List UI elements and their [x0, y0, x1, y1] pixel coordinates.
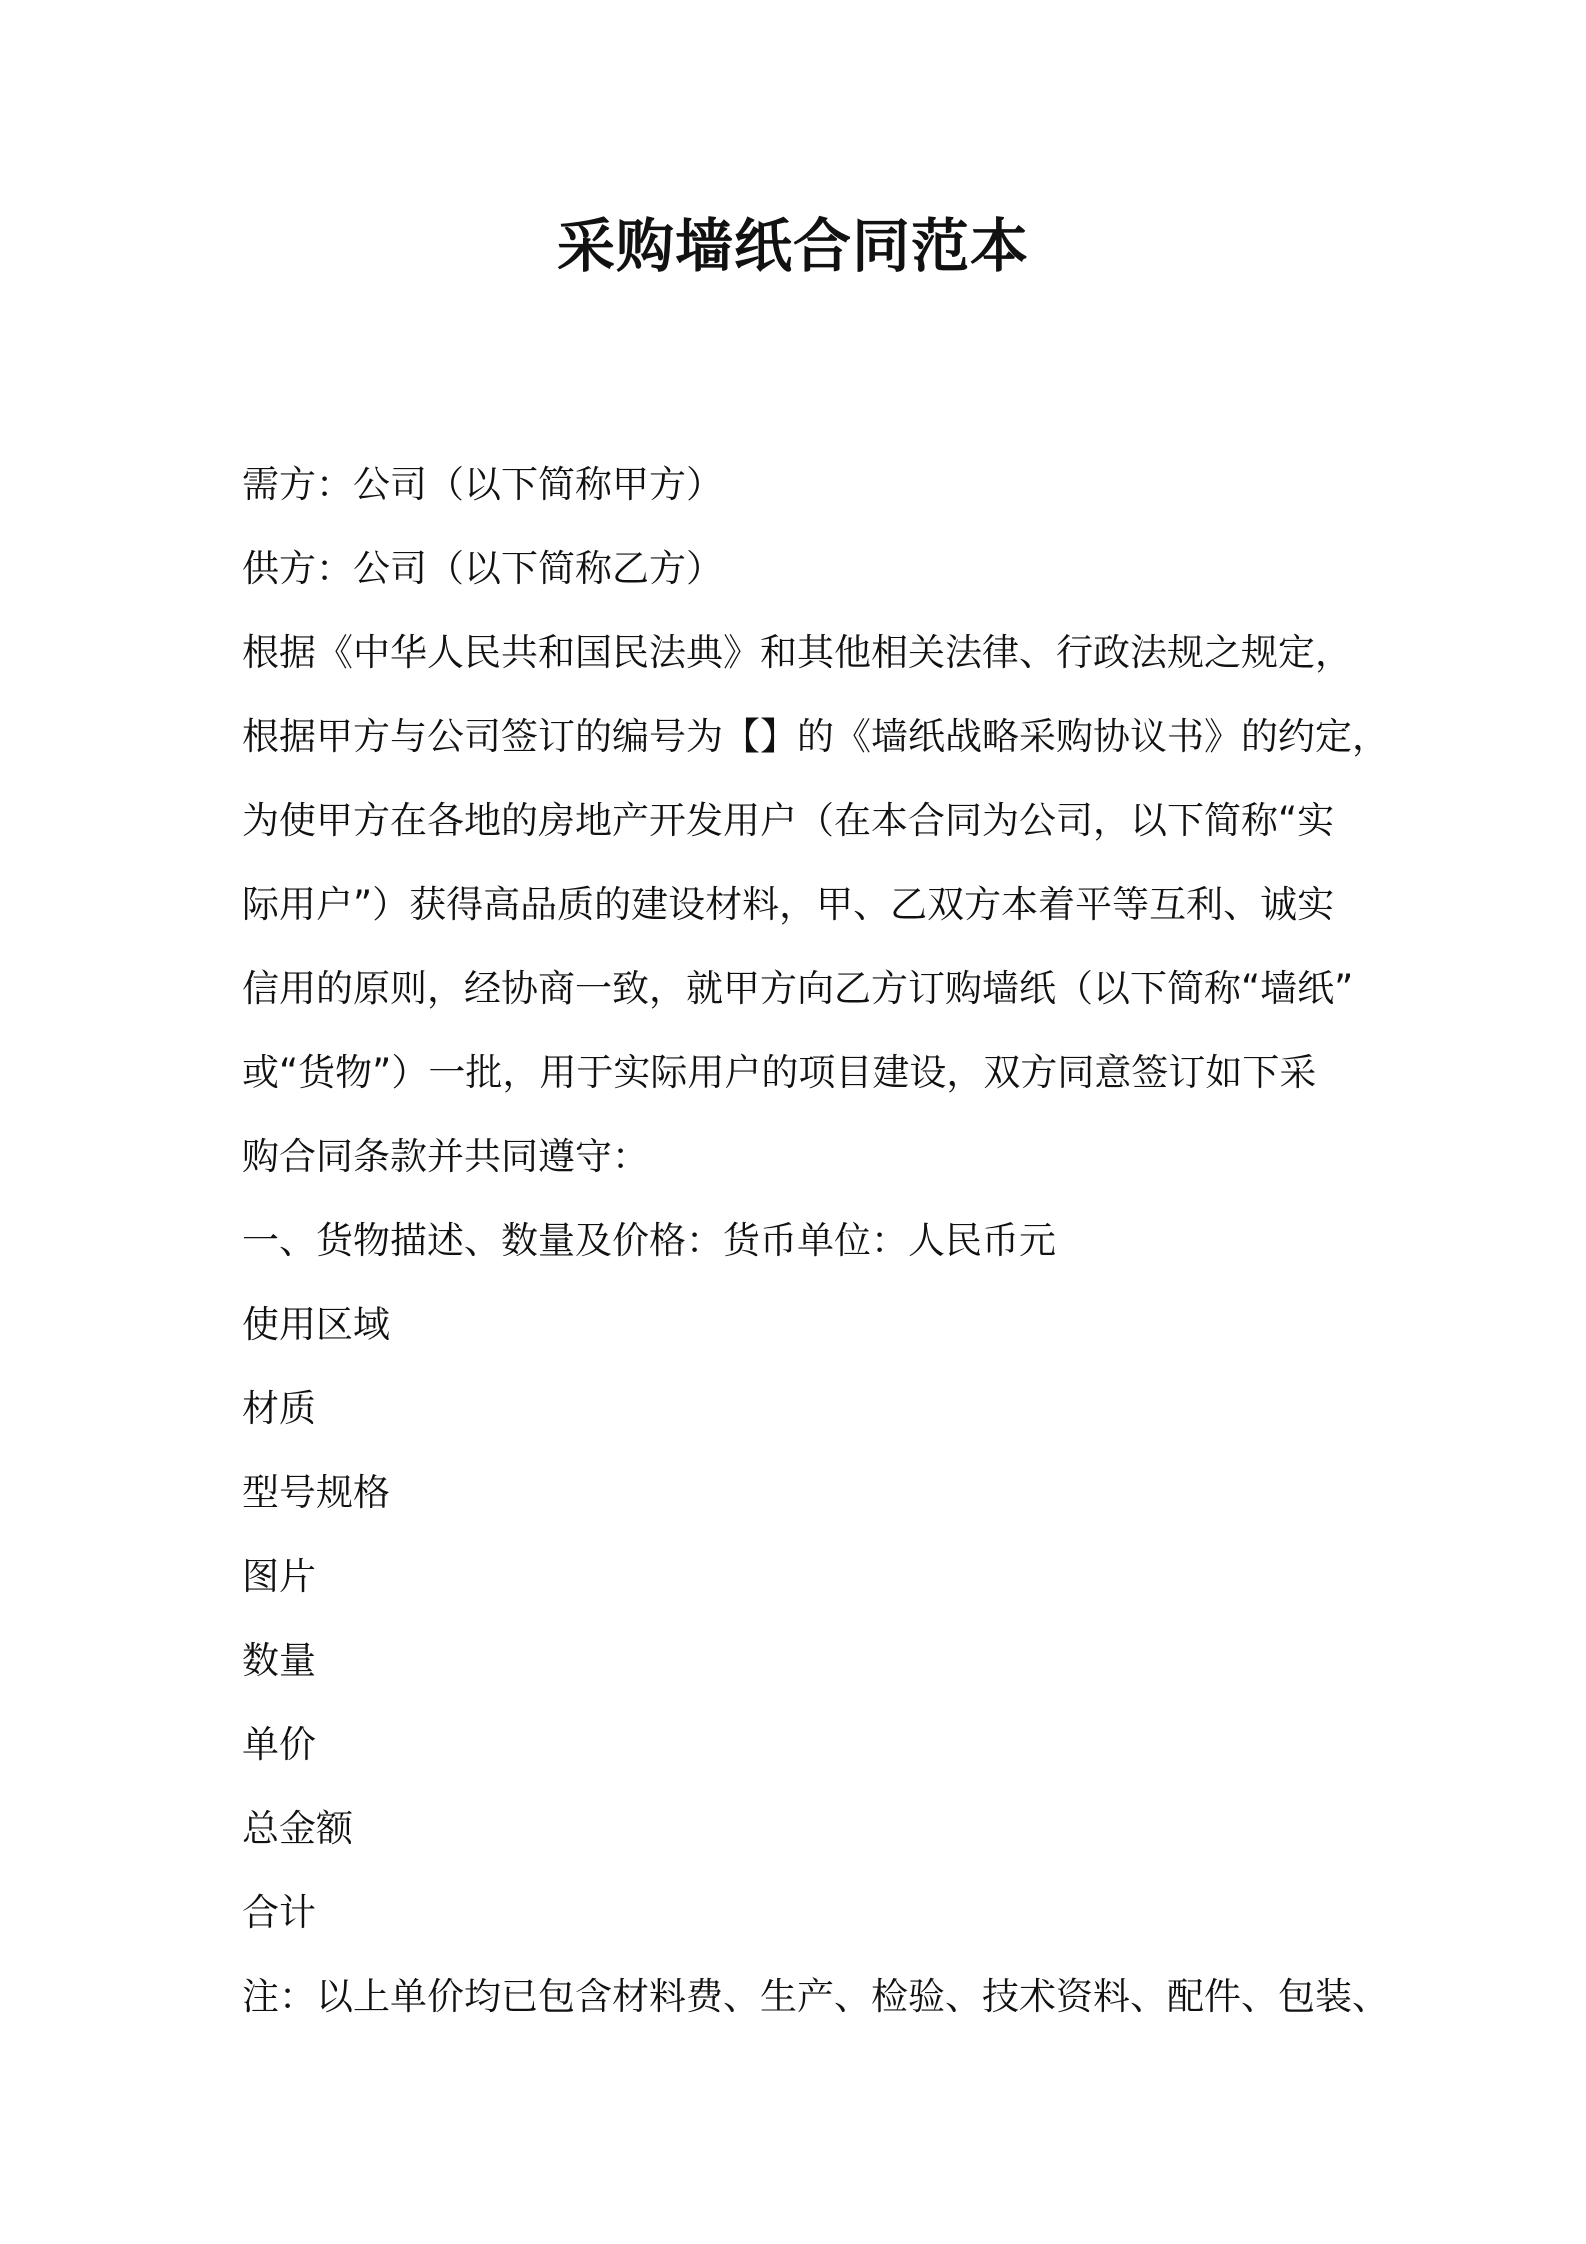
document-title: 采购墙纸合同范本	[556, 212, 1029, 280]
paragraph-line: 际用户”）获得高品质的建设材料，甲、乙双方本着平等互利、诚实	[242, 883, 1335, 926]
paragraph-line: 购合同条款并共同遵守：	[242, 1135, 649, 1178]
field-label: 数量	[242, 1639, 316, 1682]
field-label: 总金额	[242, 1807, 353, 1850]
field-label: 单价	[242, 1723, 316, 1766]
field-label: 型号规格	[242, 1471, 390, 1514]
paragraph-line: 根据《中华人民共和国民法典》和其他相关法律、行政法规之规定，	[242, 631, 1352, 674]
field-label: 合计	[242, 1891, 316, 1934]
paragraph-line: 或“货物”）一批，用于实际用户的项目建设，双方同意签订如下采	[242, 1051, 1317, 1094]
supply-party-line: 供方：公司（以下简称乙方）	[242, 547, 723, 590]
document-body	[242, 443, 1389, 2039]
field-label: 使用区域	[242, 1303, 390, 1346]
note-line: 注：以上单价均已包含材料费、生产、检验、技术资料、配件、包装、	[242, 1975, 1389, 2018]
paragraph-line: 根据甲方与公司签订的编号为【】的《墙纸战略采购协议书》的约定，	[242, 715, 1389, 758]
paragraph-line: 为使甲方在各地的房地产开发用户（在本合同为公司，以下简称“实	[242, 799, 1335, 842]
paragraph-line: 信用的原则，经协商一致，就甲方向乙方订购墙纸（以下简称“墙纸”	[242, 967, 1354, 1010]
field-label: 图片	[242, 1555, 316, 1598]
section-heading: 一、货物描述、数量及价格：货币单位：人民币元	[242, 1219, 1056, 1262]
demand-party-line: 需方：公司（以下简称甲方）	[242, 463, 723, 506]
field-label: 材质	[242, 1387, 316, 1430]
